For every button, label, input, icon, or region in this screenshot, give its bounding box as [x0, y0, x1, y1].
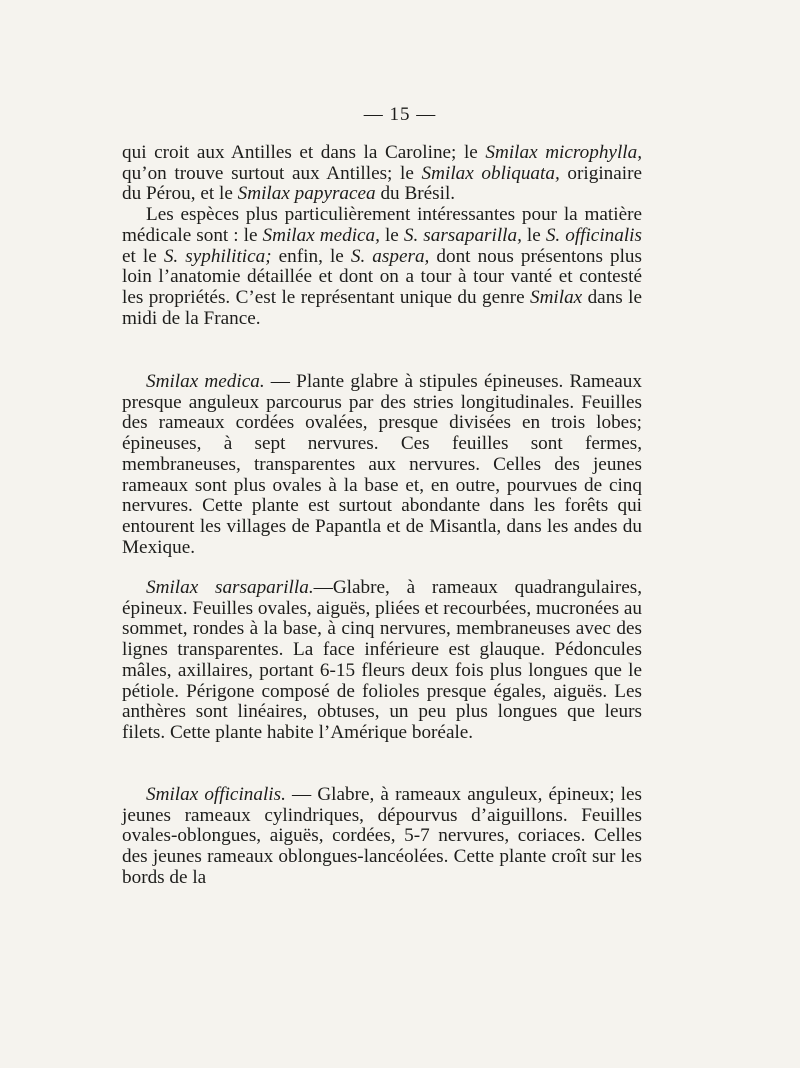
- species-heading: Smilax officinalis.: [146, 784, 286, 805]
- species-entry-officinalis: [122, 785, 642, 889]
- text-run: qui croit aux Antilles et dans la Caroline; le: [122, 142, 486, 163]
- species-name: Smilax: [529, 286, 583, 308]
- species-heading: Smilax sarsaparilla.: [146, 577, 314, 598]
- text-run: enfin, le: [271, 245, 351, 267]
- text-run: du Brésil.: [375, 183, 456, 205]
- species-description: [122, 372, 642, 558]
- species-description: [122, 785, 642, 889]
- species-name: Smilax papyracea: [237, 183, 376, 205]
- species-name: S. officinalis: [545, 224, 642, 246]
- species-description: [122, 578, 642, 744]
- description-text: — Plante glabre à stipules épineuses. Rameaux presque anguleux parcourus par des stries longitudinales. Feuilles des rameaux cordées ovalées, presque divisées en trois lobes; épineuses, à sept nervures. Ces feuilles sont fermes, membraneuses, transparentes aux nervures. Celles des jeunes rameaux sont plus ovales à la base et, en outre, pourvues de cinq nervures. Cette plante est surtout abondante dans les forêts qui entourent les villages de Papantla et de Misantla, dans les andes du Mexique.: [122, 371, 642, 558]
- description-text: —Glabre, à rameaux quadrangulaires, épineux. Feuilles ovales, aiguës, pliées et recourbées, mucronées au sommet, rondes à la base, à cinq nervures, membraneuses avec des lignes transparentes. La face inférieure est glauque. Pédoncules mâles, axillaires, portant 6-15 fleurs deux fois plus longues que le pétiole. Périgone composé de folioles presque égales, aiguës. Les anthères sont linéaires, obtuses, un peu plus longues que leurs filets. Cette plante habite l’Amérique boréale.: [122, 577, 643, 743]
- text-run: dont nous présentons plus loin l’anatomie détaillée et dont on a tour à tour vanté et contesté les propriétés. C’est le représentant unique du genre: [122, 245, 642, 308]
- species-name: S. syphilitica;: [163, 245, 272, 267]
- intro-section: [122, 143, 642, 329]
- intro-paragraph-continued: [122, 143, 642, 205]
- species-name: Smilax microphylla,: [485, 142, 642, 163]
- text-run: qu’on trouve surtout aux Antilles; le: [122, 162, 422, 184]
- text-run: et le: [122, 245, 164, 267]
- description-text: — Glabre, à rameaux anguleux, épineux; les jeunes rameaux cylindriques, dépourvus d’aiguillons. Feuilles ovales-oblongues, aiguës, cordées, 5-7 nervures, coriaces. Celles des jeunes rameaux oblongues-lancéolées. Cette plante croît sur les bords de la: [122, 784, 642, 888]
- page-number: — 15 —: [363, 104, 437, 125]
- text-run: le: [379, 224, 404, 246]
- species-heading: Smilax medica.: [146, 371, 265, 392]
- text-run: dans le midi de la France.: [122, 286, 642, 329]
- text-run: originaire du Pérou, et le: [122, 162, 642, 205]
- text-run: Les espèces plus particulièrement intéressantes pour la matière médicale sont : le: [122, 204, 642, 246]
- species-entry-medica: [122, 372, 642, 558]
- species-name: Smilax medica,: [262, 224, 380, 246]
- species-entry-sarsaparilla: [122, 578, 642, 744]
- species-name: S. sarsaparilla,: [403, 224, 522, 246]
- intro-paragraph: [122, 205, 642, 329]
- text-run: le: [521, 224, 546, 246]
- species-name: S. aspera,: [350, 245, 430, 267]
- species-name: Smilax obliquata,: [421, 162, 560, 184]
